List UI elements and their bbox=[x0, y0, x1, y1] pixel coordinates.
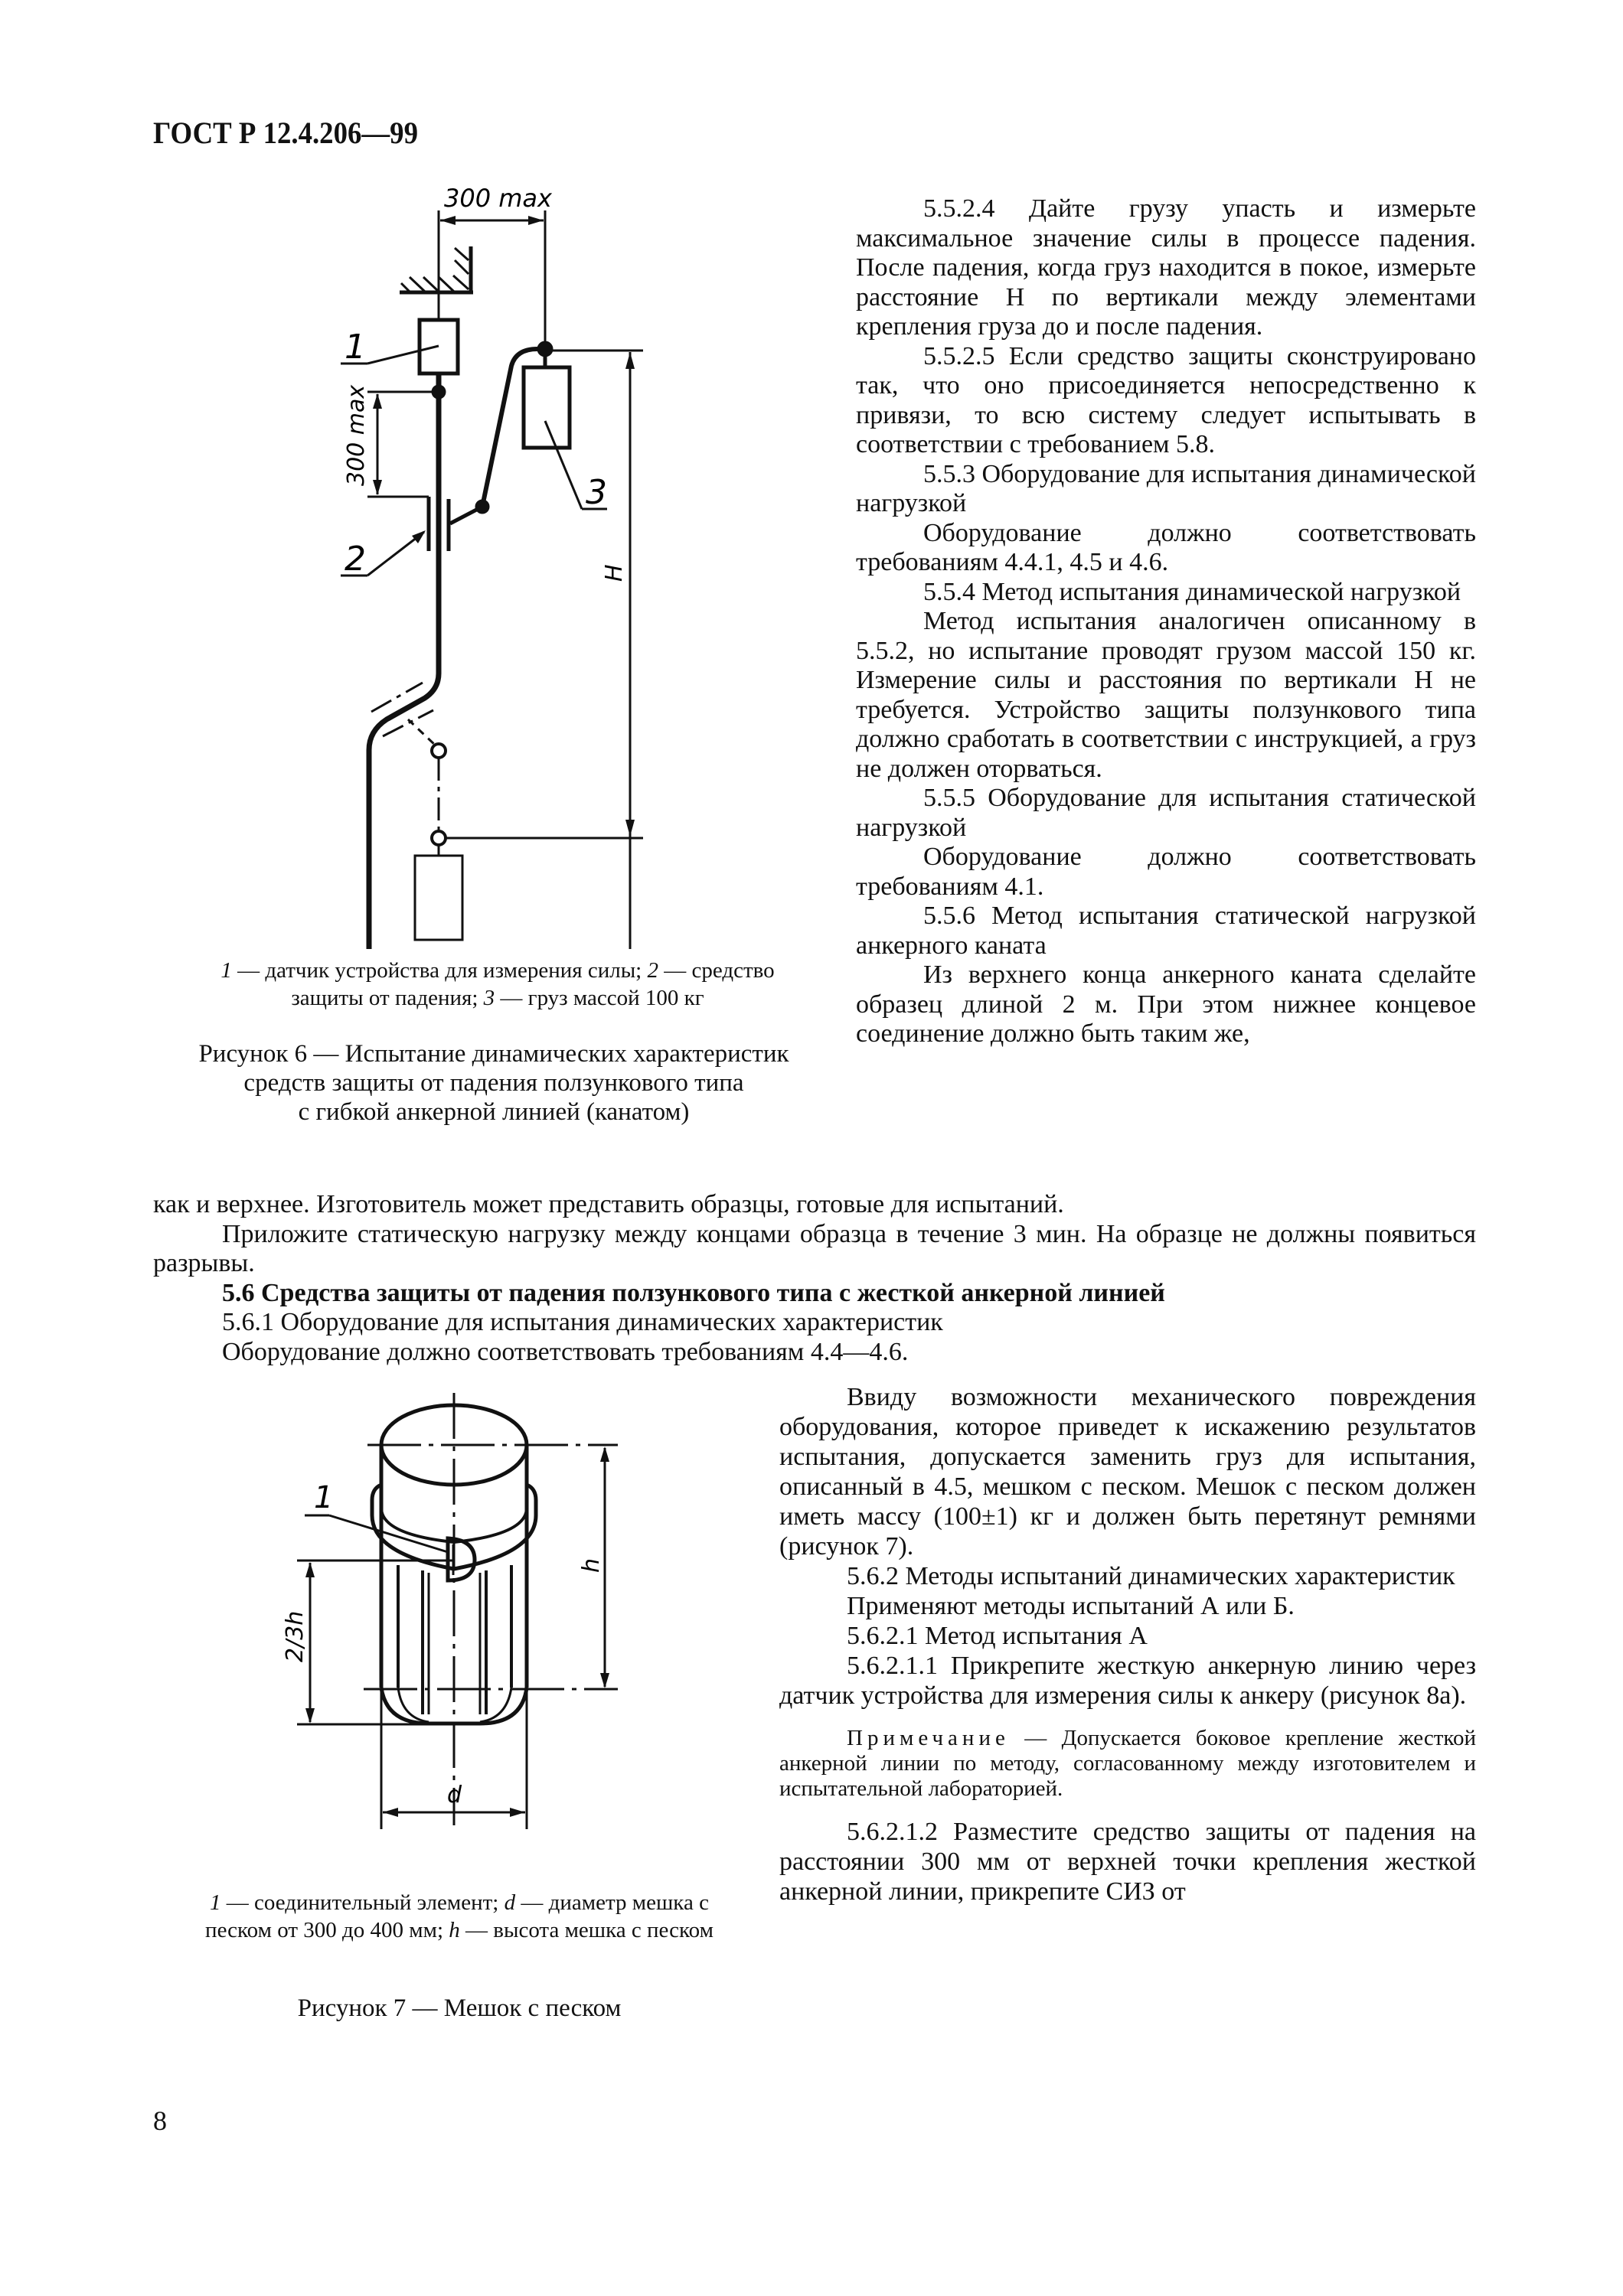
dim-two-thirds-h-label: 2/3h bbox=[282, 1610, 309, 1662]
dim-h-label: h bbox=[578, 1557, 605, 1573]
paragraph-continuation: как и верхнее. Изготовитель может представить образцы, готовые для испытаний. bbox=[153, 1190, 1064, 1218]
heading-5-5-4: 5.5.4 Метод испытания динамической нагрузкой bbox=[923, 577, 1461, 606]
full-width-section bbox=[153, 1190, 1476, 1367]
paragraph-5-6-2-1-2: 5.6.2.1.2 Разместите средство защиты от падения на расстоянии 300 мм от верхней точки крепления жесткой анкерной линии, прикрепите СИЗ от bbox=[779, 1818, 1476, 1906]
figure-7-title: Рисунок 7 — Мешок с песком bbox=[297, 1994, 622, 2022]
item-2-label: 2 bbox=[345, 540, 366, 579]
paragraph-5-5-2-4: 5.5.2.4 Дайте грузу упасть и измерьте максимальное значение силы в процессе падения. После падения, когда груз находится в покое, измерьте расстояние H по вертикали между элементами крепления груза до и после падения. bbox=[856, 194, 1476, 341]
paragraph-sand-bag: Ввиду возможности механического повреждения оборудования, которое приведет к искажению результатов испытания, допускается заменить груз для испытания, описанный в 4.5, мешком с песком. Мешок с песком должен иметь массу (100±1) кг и должен быть перетянут ремнями (рисунок 7). bbox=[779, 1383, 1476, 1561]
figure-7-legend: 1 — соединительный элемент; d — диаметр мешка с песком от 300 до 400 мм; h — высота мешка с песком bbox=[205, 1890, 714, 1942]
paragraph-5-5-2-5: 5.5.2.5 Если средство защиты сконструировано так, что оно присоединяется непосредственно к привязи, то всю систему следует испытывать в соответствии с требованием 5.8. bbox=[856, 341, 1476, 458]
right-column-section-5-6 bbox=[779, 1382, 1476, 1906]
note bbox=[779, 1726, 1476, 1802]
paragraph-static-load: Приложите статическую нагрузку между концами образца в течение 3 мин. На образце не должны появиться разрывы. bbox=[153, 1219, 1476, 1277]
dim-d-label: d bbox=[447, 1782, 462, 1808]
figure-6-legend: 1 — датчик устройства для измерения силы; 2 — средство защиты от падения; 3 — груз массой 100 кг bbox=[220, 958, 775, 1010]
paragraph-5-6-2-1-1: 5.6.2.1.1 Прикрепите жесткую анкерную линию через датчик устройства для измерения силы к анкеру (рисунок 8а). bbox=[779, 1652, 1476, 1710]
document-header: ГОСТ Р 12.4.206—99 bbox=[153, 116, 418, 150]
heading-5-5-5: 5.5.5 Оборудование для испытания статической нагрузкой bbox=[856, 784, 1476, 842]
item-1-label: 1 bbox=[314, 1480, 334, 1515]
paragraph-5-5-3: Оборудование должно соответствовать требованиям 4.4.1, 4.5 и 4.6. bbox=[856, 518, 1476, 576]
heading-5-6-1: 5.6.1 Оборудование для испытания динамических характеристик bbox=[222, 1308, 943, 1336]
paragraph-5-5-5: Оборудование должно соответствовать требованиям 4.1. bbox=[856, 843, 1476, 901]
dim-top-label: 300 max bbox=[444, 184, 552, 213]
figure-6-diagram bbox=[322, 184, 704, 949]
heading-5-6-2: 5.6.2 Методы испытаний динамических характеристик bbox=[847, 1562, 1455, 1590]
heading-5-5-3: 5.5.3 Оборудование для испытания динамической нагрузкой bbox=[856, 459, 1476, 517]
heading-5-5-6: 5.5.6 Метод испытания статической нагрузкой анкерного каната bbox=[856, 902, 1476, 960]
paragraph-5-5-6: Из верхнего конца анкерного каната сделайте образец длиной 2 м. При этом нижнее концевое соединение должно быть таким же, bbox=[856, 960, 1476, 1048]
heading-5-6-2-1: 5.6.2.1 Метод испытания А bbox=[847, 1622, 1148, 1650]
paragraph-5-5-4: Метод испытания аналогичен описанному в 5.5.2, но испытание проводят грузом массой 150 кг. Измерение силы и расстояния по вертикали H не требуется. Устройство защиты ползункового типа должно сработать в соответствии с инструкцией, а груз не должен оторваться. bbox=[856, 607, 1476, 783]
dim-left-label: 300 max bbox=[343, 384, 370, 486]
paragraph-5-6-1: Оборудование должно соответствовать требованиям 4.4—4.6. bbox=[222, 1337, 909, 1366]
dim-H-label: H bbox=[601, 564, 628, 582]
page-number: 8 bbox=[153, 2105, 167, 2136]
figure-7-diagram bbox=[276, 1393, 704, 1867]
heading-5-6: 5.6 Средства защиты от падения ползункового типа с жесткой анкерной линией bbox=[222, 1278, 1165, 1307]
figure-6-title: Рисунок 6 — Испытание динамических характеристик средств защиты от падения ползункового типа с гибкой анкерной линией (канатом) bbox=[198, 1040, 789, 1126]
item-1-label: 1 bbox=[345, 328, 366, 367]
note-text: — Допускается боковое крепление жесткой анкерной линии по методу, согласованному между изготовителем и испытательной лабораторией. bbox=[779, 1726, 1476, 1801]
note-label: Примечание bbox=[847, 1726, 1010, 1750]
item-3-label: 3 bbox=[586, 473, 607, 512]
right-column-section-5-5 bbox=[856, 194, 1476, 1049]
paragraph-5-6-2: Применяют методы испытаний А или Б. bbox=[847, 1592, 1295, 1620]
